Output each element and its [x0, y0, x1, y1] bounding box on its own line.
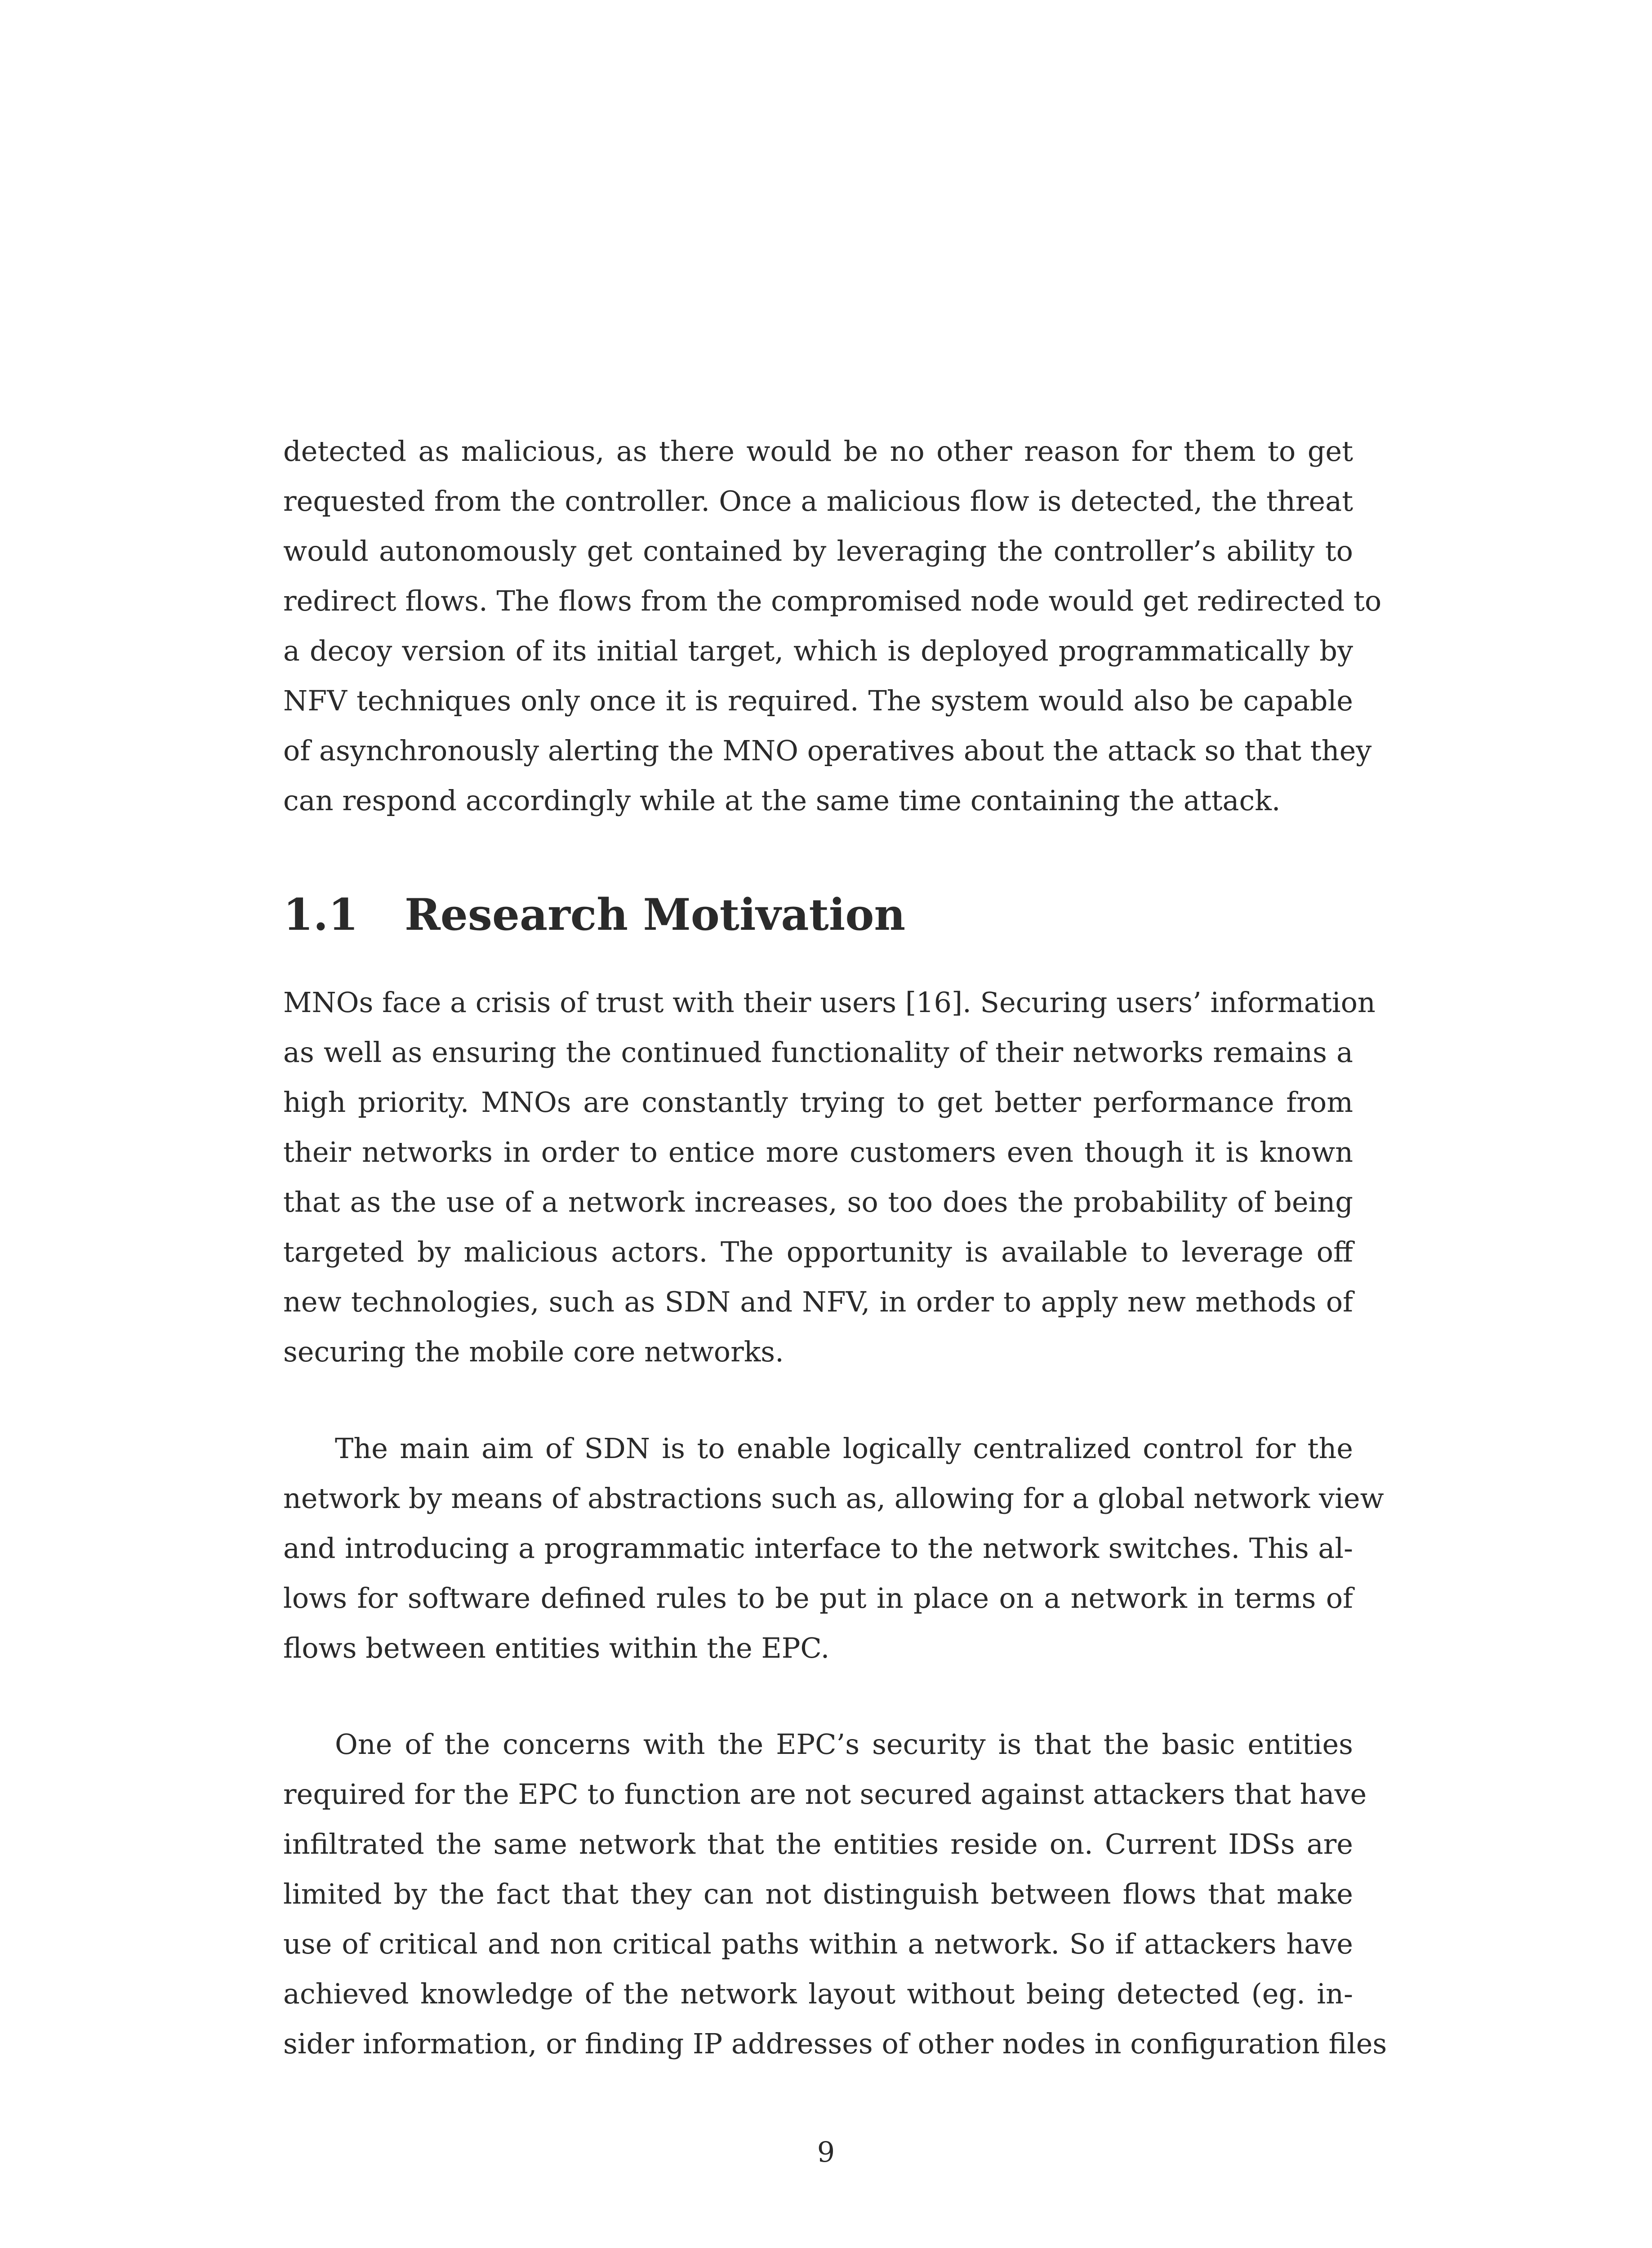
text-line: achieved knowledge of the network layout without being detected (eg. in-	[283, 1977, 1353, 2010]
text-line: high priority. MNOs are constantly trying to get better performance from	[283, 1086, 1353, 1119]
text-line: requested from the controller. Once a malicious flow is detected, the threat	[283, 485, 1353, 517]
paragraph-intro	[283, 426, 1382, 825]
paragraph-sdn-aim	[283, 1423, 1384, 1673]
section-heading	[283, 888, 905, 942]
text-line: infiltrated the same network that the entities reside on. Current IDSs are	[283, 1828, 1353, 1860]
paragraph-epc-security	[283, 1719, 1387, 2069]
text-line: lows for software defined rules to be put in place on a network in terms of	[283, 1582, 1353, 1615]
section-title: Research Motivation	[405, 889, 906, 940]
text-line: detected as malicious, as there would be no other reason for them to get	[283, 435, 1353, 468]
text-line: a decoy version of its initial target, which is deployed programmatically by	[283, 634, 1353, 667]
text-line: and introducing a programmatic interface to the network switches. This al-	[283, 1532, 1353, 1565]
text-line: new technologies, such as SDN and NFV, in order to apply new methods of	[283, 1285, 1353, 1318]
text-line: limited by the fact that they can not distinguish between flows that make	[283, 1878, 1353, 1910]
text-line: as well as ensuring the continued functionality of their networks remains a	[283, 1036, 1353, 1069]
text-line: sider information, or finding IP addresses of other nodes in configuration files	[283, 2027, 1387, 2060]
text-line: flows between entities within the EPC.	[283, 1632, 830, 1664]
text-line: securing the mobile core networks.	[283, 1335, 784, 1368]
text-line: network by means of abstractions such as, allowing for a global network view	[283, 1482, 1384, 1515]
section-number: 1.1	[283, 889, 359, 940]
text-line: targeted by malicious actors. The opportunity is available to leverage off	[283, 1236, 1353, 1268]
text-line: MNOs face a crisis of trust with their users [16]. Securing users’ information	[283, 986, 1376, 1019]
text-line: The main aim of SDN is to enable logically centralized control for the	[335, 1432, 1353, 1465]
text-line: would autonomously get contained by leveraging the controller’s ability to	[283, 535, 1353, 567]
text-line: can respond accordingly while at the same time containing the attack.	[283, 784, 1281, 817]
text-line: One of the concerns with the EPC’s security is that the basic entities	[335, 1728, 1353, 1761]
text-line: redirect flows. The flows from the compromised node would get redirected to	[283, 584, 1382, 617]
text-line: their networks in order to entice more customers even though it is known	[283, 1136, 1353, 1169]
text-line: use of critical and non critical paths within a network. So if attackers have	[283, 1927, 1353, 1960]
text-line: that as the use of a network increases, so too does the probability of being	[283, 1186, 1353, 1218]
text-line: NFV techniques only once it is required. The system would also be capable	[283, 684, 1353, 717]
text-line: of asynchronously alerting the MNO operatives about the attack so that they	[283, 734, 1372, 767]
page-number: 9	[817, 2136, 835, 2168]
paragraph-motivation	[283, 977, 1376, 1377]
text-line: required for the EPC to function are not secured against attackers that have	[283, 1778, 1367, 1811]
